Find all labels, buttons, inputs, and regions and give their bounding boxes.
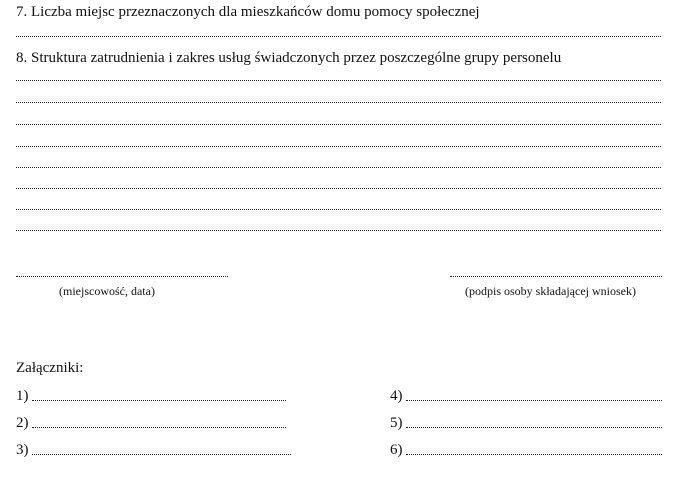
attachment-field-1[interactable]	[16, 389, 286, 404]
section-8-answer-line-7[interactable]	[16, 209, 661, 210]
attachment-dotted-line	[32, 454, 292, 455]
section-7-answer-line[interactable]	[16, 36, 661, 37]
attachment-number: 5)	[390, 415, 403, 431]
section-8-heading: 8. Struktura zatrudnienia i zakres usług świadczonych przez poszczególne grupy personelu	[16, 50, 562, 66]
attachment-number: 1)	[16, 388, 29, 404]
section-8-answer-line-2[interactable]	[16, 102, 661, 103]
section-8-answer-line-1[interactable]	[16, 80, 661, 81]
applicant-signature-caption: (podpis osoby składającej wniosek)	[465, 284, 636, 298]
section-8-answer-line-5[interactable]	[16, 167, 661, 168]
attachment-dotted-line	[406, 454, 663, 455]
attachment-number: 4)	[390, 388, 403, 404]
applicant-signature-line[interactable]	[450, 276, 662, 277]
attachment-number: 2)	[16, 415, 29, 431]
attachment-dotted-line	[32, 400, 287, 401]
place-date-line[interactable]	[16, 276, 228, 277]
attachment-field-4[interactable]	[390, 389, 662, 404]
attachment-number: 6)	[390, 442, 403, 458]
section-8-answer-line-4[interactable]	[16, 146, 661, 147]
attachment-field-3[interactable]	[16, 443, 291, 458]
attachment-field-2[interactable]	[16, 416, 286, 431]
attachment-dotted-line	[32, 427, 287, 428]
attachment-dotted-line	[406, 427, 663, 428]
attachment-dotted-line	[406, 400, 663, 401]
attachments-title: Załączniki:	[16, 360, 84, 376]
section-7-heading: 7. Liczba miejsc przeznaczonych dla mieszkańców domu pomocy społecznej	[16, 4, 480, 20]
attachment-field-5[interactable]	[390, 416, 662, 431]
section-8-answer-line-6[interactable]	[16, 188, 661, 189]
attachment-number: 3)	[16, 442, 29, 458]
section-8-answer-line-8[interactable]	[16, 230, 661, 231]
section-8-answer-line-3[interactable]	[16, 124, 661, 125]
attachment-field-6[interactable]	[390, 443, 662, 458]
place-date-caption: (miejscowość, data)	[59, 284, 155, 298]
